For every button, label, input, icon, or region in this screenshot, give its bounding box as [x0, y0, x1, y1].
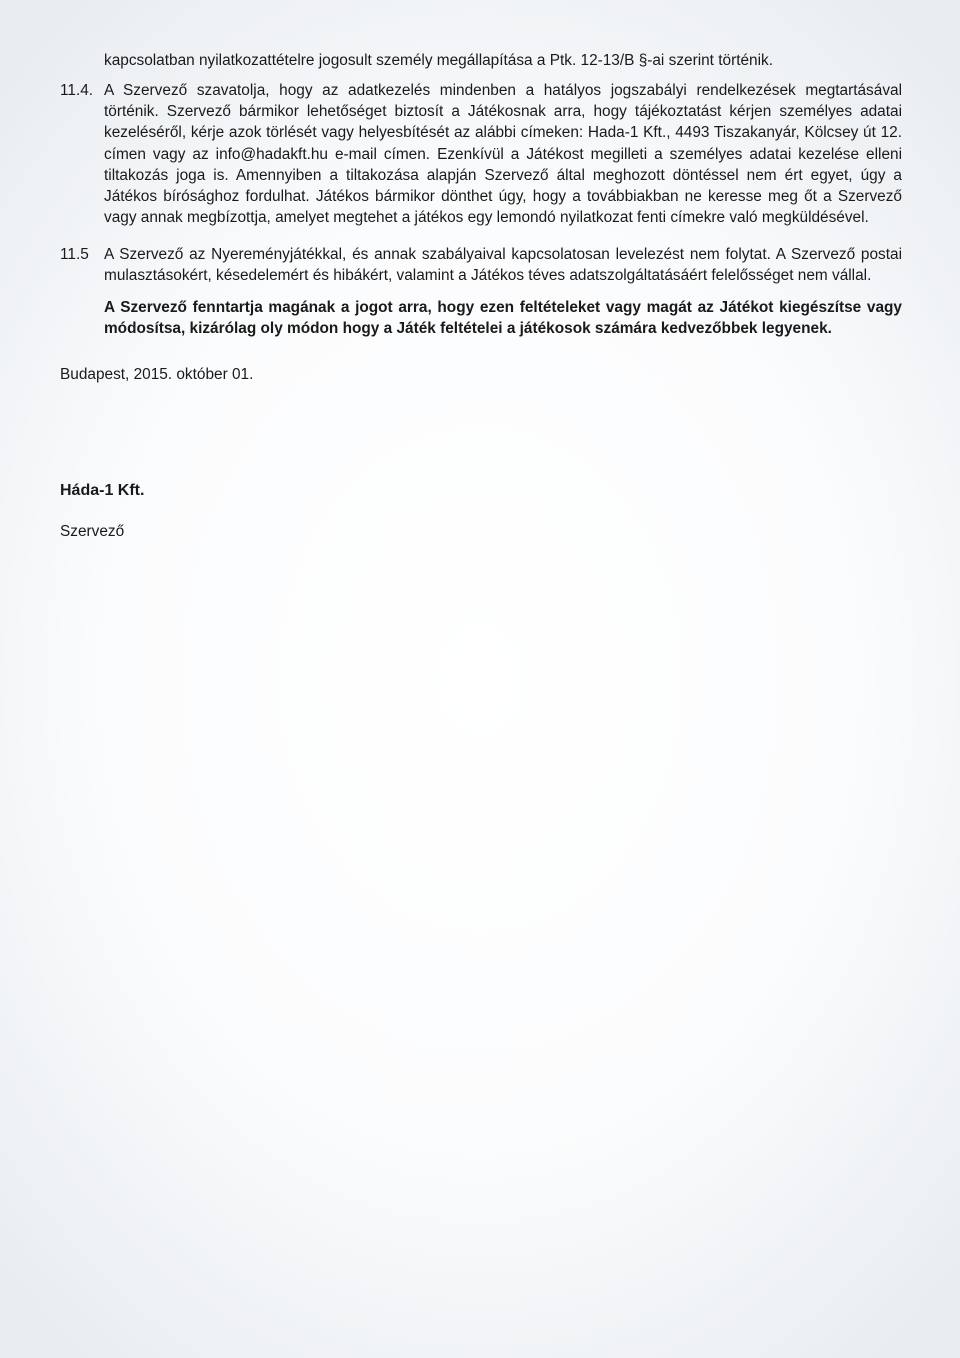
section-11-5-text: A Szervező az Nyereményjátékkal, és annak szabályaival kapcsolatosan levelezést nem folytat. A Szervező postai mulasztásokért, késedelemért és hibákért, valamint a Játékos téves adatszolgáltatásáért felelősséget nem vállal. — [104, 246, 902, 285]
section-number-11-4: 11.4. — [60, 82, 94, 99]
continuation-line: kapcsolatban nyilatkozattételre jogosult személy megállapítása a Ptk. 12-13/B §-ai szerint történik. — [104, 52, 773, 69]
date-line: Budapest, 2015. október 01. — [60, 366, 254, 383]
signature-company: Háda-1 Kft. — [60, 482, 145, 499]
section-number-11-5: 11.5 — [60, 246, 89, 263]
section-11-4-text: A Szervező szavatolja, hogy az adatkezelés mindenben a hatályos jogszabályi rendelkezések megtartásával történik. Szervező bármikor lehetőséget biztosít a Játékosnak arra, hogy tájékoztatást kérjen személyes adatai kezeléséről, kérje azok törlését vagy helyesbítését az alábbi címeken: Hada-1 Kft., 4493 Tiszakanyár, Kölcsey út 12. címen vagy az info@hadakft.hu e-mail címen. Ezenkívül a Játékost megilleti a személyes adatai kezelése elleni tiltakozás joga is. Amennyiben a tiltakozása alapján Szervező által meghozott döntéssel nem ért egyet, úgy a Játékos bírósághoz fordulhat. Játékos bármikor dönthet úgy, hogy a továbbiakban ne keresse meg őt a Szervező vagy annak megbízottja, amelyet megtehet a játékos egy lemondó nyilatkozat fenti címekre való megküldésével. — [104, 82, 902, 227]
signature-role: Szervező — [60, 523, 125, 540]
reservation-clause: A Szervező fenntartja magának a jogot arra, hogy ezen feltételeket vagy magát az Játékot kiegészítse vagy módosítsa, kizárólag oly módon hogy a Játék feltételei a játékosok számára kedvezőbbek legyenek. — [104, 299, 902, 338]
